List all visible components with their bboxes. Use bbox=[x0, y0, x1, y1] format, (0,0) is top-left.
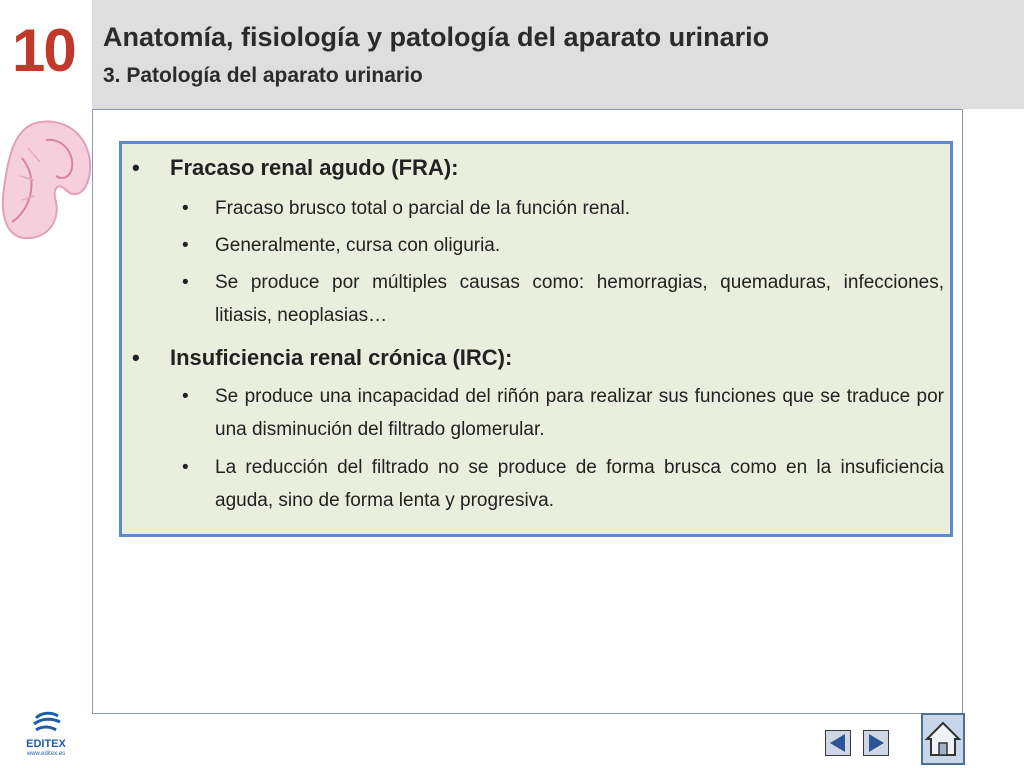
header-band bbox=[92, 0, 1024, 109]
logo-url: www.editex.es bbox=[26, 751, 66, 757]
page-title: Anatomía, fisiología y patología del aparato urinario bbox=[103, 22, 770, 52]
content-box bbox=[119, 141, 953, 537]
section-heading-fra: • Fracaso renal agudo (FRA): bbox=[132, 153, 942, 183]
bullet-icon: • bbox=[182, 235, 189, 256]
list-item: • Generalmente, cursa con oliguria. bbox=[182, 229, 944, 262]
previous-button[interactable] bbox=[825, 730, 851, 756]
logo-text: EDITEX bbox=[26, 738, 66, 750]
next-button[interactable] bbox=[863, 730, 889, 756]
bullet-icon: • bbox=[132, 155, 140, 180]
list-item: • Se produce una incapacidad del riñón para realizar sus funciones que se traduce por una disminución del filtrado glomerular. bbox=[182, 380, 944, 446]
bullet-icon: • bbox=[182, 198, 189, 219]
unit-number: 10 bbox=[12, 17, 75, 84]
bullet-icon: • bbox=[182, 386, 189, 407]
list-item: • Se produce por múltiples causas como: hemorragias, quemaduras, infecciones, litiasis, neoplasias… bbox=[182, 266, 944, 332]
list-item: • La reducción del filtrado no se produce de forma brusca como en la insuficiencia aguda, sino de forma lenta y progresiva. bbox=[182, 451, 944, 517]
home-button[interactable] bbox=[921, 713, 965, 765]
bullet-icon: • bbox=[182, 272, 189, 293]
section-heading-irc: • Insuficiencia renal crónica (IRC): bbox=[132, 343, 942, 373]
previous-arrow-icon bbox=[826, 731, 850, 755]
bullet-icon: • bbox=[182, 457, 189, 478]
list-item: • Fracaso brusco total o parcial de la función renal. bbox=[182, 192, 944, 225]
next-arrow-icon bbox=[864, 731, 888, 755]
page-subtitle: 3. Patología del aparato urinario bbox=[103, 64, 423, 87]
bullet-icon: • bbox=[132, 345, 140, 370]
home-icon bbox=[923, 715, 963, 763]
editex-logo-icon bbox=[18, 710, 74, 738]
kidney-illustration bbox=[0, 118, 94, 242]
editex-logo bbox=[18, 710, 74, 760]
